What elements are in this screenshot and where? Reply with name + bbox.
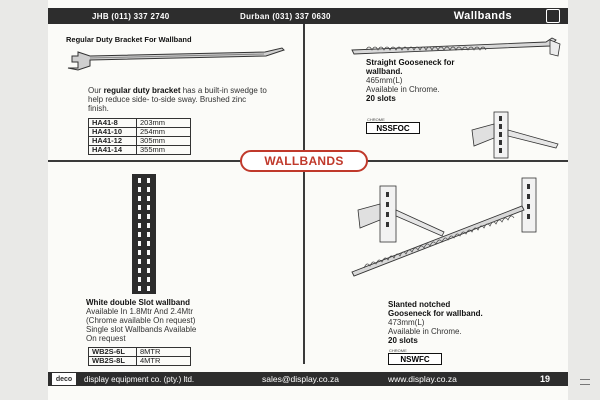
binding-edge-mark (580, 379, 590, 385)
desc-rest: has a built-in swedge to help reduce side- to-side sway. Brushed zinc finish. (88, 86, 267, 113)
double-slot-wallband-image (132, 174, 156, 294)
company-name: display equipment co. (pty.) ltd. (84, 374, 195, 384)
double-slot-line1: Available In 1.8Mtr And 2.4Mtr (86, 307, 194, 316)
straight-gooseneck-info (366, 58, 490, 103)
table-row (89, 146, 191, 155)
double-slot-line2: (Chrome available On request) (86, 316, 196, 325)
deco-logo: deco (52, 373, 76, 385)
code-cell: WB2S-6L (89, 348, 137, 357)
vertical-divider (303, 24, 305, 364)
slanted-gooseneck-caption: CHROME (389, 348, 407, 353)
slanted-gooseneck-availability: Available in Chrome. (388, 327, 462, 336)
phone-durban: Durban (031) 337 0630 (240, 11, 331, 21)
catalog-page (48, 0, 568, 400)
email-link[interactable]: sales@display.co.za (262, 374, 339, 384)
size-cell: 355mm (137, 146, 191, 155)
desc-bold: regular duty bracket (103, 86, 181, 95)
code-cell: HA41-14 (89, 146, 137, 155)
slanted-gooseneck-name-line2: Gooseneck for wallband. (388, 309, 483, 318)
wallbands-badge: WALLBANDS (240, 150, 368, 172)
double-slot-line4: On request (86, 334, 126, 343)
regular-bracket-description (88, 86, 268, 113)
straight-gooseneck-image (346, 36, 562, 60)
slanted-gooseneck-size: 473mm(L) (388, 318, 425, 327)
double-slot-info (86, 298, 286, 343)
straight-gooseneck-name: Straight Gooseneck for wallband. (366, 58, 455, 76)
footer-bar (48, 372, 568, 386)
straight-gooseneck-slots: 20 slots (366, 94, 396, 103)
straight-gooseneck-availability: Available in Chrome. (366, 85, 440, 94)
size-cell: 305mm (137, 137, 191, 146)
straight-gooseneck-caption: CHROME (367, 117, 385, 122)
slanted-gooseneck-slots: 20 slots (388, 336, 418, 345)
double-slot-name: White double Slot wallband (86, 298, 190, 307)
code-cell: HA41-12 (89, 137, 137, 146)
website-link[interactable]: www.display.co.za (388, 374, 457, 384)
desc-prefix: Our (88, 86, 104, 95)
code-cell: HA41-10 (89, 128, 137, 137)
regular-bracket-image (60, 42, 290, 78)
code-cell: WB2S-8L (89, 357, 137, 366)
page-title: Wallbands (453, 10, 512, 22)
straight-gooseneck-code: NSSFOC (366, 122, 420, 134)
slanted-gooseneck-info (388, 300, 528, 345)
brand-logo-icon (546, 9, 560, 23)
regular-bracket-heading: Regular Duty Bracket For Wallband (66, 35, 192, 44)
slanted-gooseneck-image (344, 172, 558, 300)
double-slot-line3: Single slot Wallbands Available (86, 325, 197, 334)
double-slot-code-table (88, 347, 191, 366)
straight-gooseneck-detail-image (464, 110, 560, 160)
slanted-gooseneck-name-line1: Slanted notched (388, 300, 451, 309)
page-number: 19 (539, 374, 550, 384)
straight-gooseneck-size: 465mm(L) (366, 76, 403, 85)
slanted-gooseneck-code: NSWFC (388, 353, 442, 365)
size-cell: 254mm (137, 128, 191, 137)
header-bar (48, 8, 568, 24)
code-cell: HA41-8 (89, 119, 137, 128)
size-cell: 203mm (137, 119, 191, 128)
phone-jhb: JHB (011) 337 2740 (92, 11, 170, 21)
regular-bracket-code-table (88, 118, 191, 155)
size-cell: 8MTR (137, 348, 191, 357)
table-row (89, 357, 191, 366)
size-cell: 4MTR (137, 357, 191, 366)
